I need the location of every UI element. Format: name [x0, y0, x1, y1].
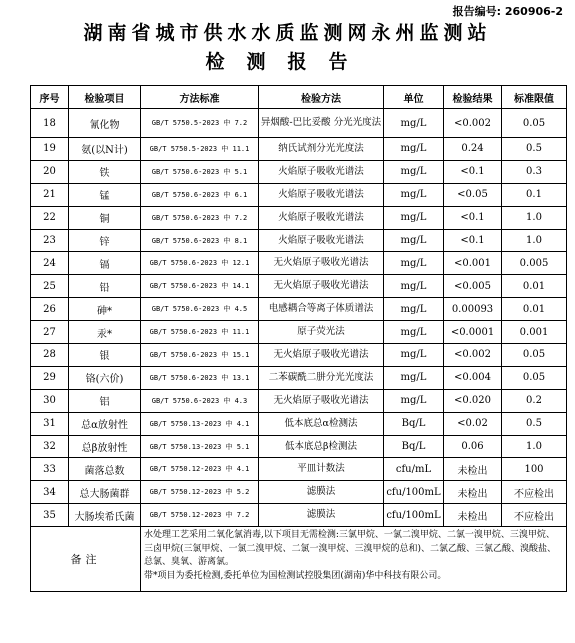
- row-item: 总大肠菌群: [69, 481, 141, 504]
- row-method: 火焰原子吸收光谱法: [259, 206, 384, 229]
- row-standard: GB/T 5750.6-2023 中 11.1: [141, 321, 259, 344]
- row-number: 19: [31, 138, 69, 161]
- row-unit: mg/L: [384, 109, 444, 138]
- row-standard: GB/T 5750.6-2023 中 14.1: [141, 275, 259, 298]
- row-method: 低本底总β检测法: [259, 435, 384, 458]
- table-row: [31, 183, 567, 206]
- row-standard: GB/T 5750.12-2023 中 5.2: [141, 481, 259, 504]
- row-number: 27: [31, 321, 69, 344]
- row-result: 未检出: [444, 504, 502, 527]
- row-standard: GB/T 5750.13-2023 中 5.1: [141, 435, 259, 458]
- row-number: 22: [31, 206, 69, 229]
- row-number: 29: [31, 366, 69, 389]
- row-limit: 0.001: [502, 321, 567, 344]
- row-method: 火焰原子吸收光谱法: [259, 160, 384, 183]
- row-number: 28: [31, 344, 69, 367]
- row-number: 21: [31, 183, 69, 206]
- row-standard: GB/T 5750.12-2023 中 7.2: [141, 504, 259, 527]
- row-unit: mg/L: [384, 321, 444, 344]
- table-row: [31, 298, 567, 321]
- row-item: 氰化物: [69, 109, 141, 138]
- row-number: 35: [31, 504, 69, 527]
- row-number: 24: [31, 252, 69, 275]
- row-unit: mg/L: [384, 275, 444, 298]
- table-row: [31, 138, 567, 161]
- row-item: 汞*: [69, 321, 141, 344]
- row-method: 纳氏试剂分光光度法: [259, 138, 384, 161]
- row-item: 铝: [69, 389, 141, 412]
- row-item: 铁: [69, 160, 141, 183]
- row-limit: 100: [502, 458, 567, 481]
- row-limit: 0.05: [502, 366, 567, 389]
- header-unit: 单位: [384, 86, 444, 109]
- table-row: [31, 481, 567, 504]
- row-standard: GB/T 5750.6-2023 中 8.1: [141, 229, 259, 252]
- report-title: 湖南省城市供水水质监测网永州监测站: [83, 22, 492, 44]
- row-number: 26: [31, 298, 69, 321]
- row-result: 0.24: [444, 138, 502, 161]
- row-result: <0.02: [444, 412, 502, 435]
- row-item: 总α放射性: [69, 412, 141, 435]
- row-standard: GB/T 5750.6-2023 中 6.1: [141, 183, 259, 206]
- row-result: <0.1: [444, 206, 502, 229]
- row-method: 低本底总α检测法: [259, 412, 384, 435]
- row-limit: 不应检出: [502, 481, 567, 504]
- table-row: [31, 344, 567, 367]
- notes-text-2: 带*项目为委托检测,委托单位为国检测试控股集团(湖南)华中科技有限公司。: [144, 570, 447, 581]
- row-result: <0.020: [444, 389, 502, 412]
- row-unit: mg/L: [384, 252, 444, 275]
- row-item: 总β放射性: [69, 435, 141, 458]
- row-number: 33: [31, 458, 69, 481]
- row-limit: 1.0: [502, 435, 567, 458]
- row-unit: mg/L: [384, 183, 444, 206]
- row-standard: GB/T 5750.6-2023 中 12.1: [141, 252, 259, 275]
- row-result: <0.004: [444, 366, 502, 389]
- row-limit: 0.01: [502, 298, 567, 321]
- table-row: [31, 321, 567, 344]
- row-number: 32: [31, 435, 69, 458]
- table-header-row: [31, 86, 567, 109]
- row-number: 31: [31, 412, 69, 435]
- row-unit: mg/L: [384, 206, 444, 229]
- table-row: [31, 389, 567, 412]
- row-limit: 0.5: [502, 138, 567, 161]
- row-result: <0.05: [444, 183, 502, 206]
- row-item: 铬(六价): [69, 366, 141, 389]
- row-result: 0.06: [444, 435, 502, 458]
- row-standard: GB/T 5750.5-2023 中 11.1: [141, 138, 259, 161]
- table-row: [31, 458, 567, 481]
- table-row: [31, 504, 567, 527]
- row-limit: 0.1: [502, 183, 567, 206]
- row-item: 砷*: [69, 298, 141, 321]
- header-result: 检验结果: [444, 86, 502, 109]
- row-item: 锌: [69, 229, 141, 252]
- row-method: 无火焰原子吸收光谱法: [259, 275, 384, 298]
- row-method: 滤膜法: [259, 504, 384, 527]
- header-item: 检验项目: [69, 86, 141, 109]
- row-method: 无火焰原子吸收光谱法: [259, 252, 384, 275]
- row-unit: Bq/L: [384, 412, 444, 435]
- row-method: 电感耦合等离子体质谱法: [259, 298, 384, 321]
- notes-text: [141, 527, 567, 592]
- table-row: [31, 206, 567, 229]
- row-number: 23: [31, 229, 69, 252]
- row-method: 无火焰原子吸收光谱法: [259, 389, 384, 412]
- row-method: 二苯碳酰二肼分光光度法: [259, 366, 384, 389]
- row-result: <0.001: [444, 252, 502, 275]
- row-method: 无火焰原子吸收光谱法: [259, 344, 384, 367]
- table-row: [31, 435, 567, 458]
- row-limit: 0.3: [502, 160, 567, 183]
- row-item: 铜: [69, 206, 141, 229]
- results-table: [30, 85, 567, 592]
- report-subtitle: 检测报告: [205, 51, 370, 73]
- row-standard: GB/T 5750.6-2023 中 7.2: [141, 206, 259, 229]
- row-unit: mg/L: [384, 229, 444, 252]
- row-unit: mg/L: [384, 138, 444, 161]
- row-unit: mg/L: [384, 389, 444, 412]
- row-standard: GB/T 5750.6-2023 中 13.1: [141, 366, 259, 389]
- row-number: 25: [31, 275, 69, 298]
- row-method: 平皿计数法: [259, 458, 384, 481]
- row-limit: 1.0: [502, 229, 567, 252]
- header-method: 检验方法: [259, 86, 384, 109]
- row-result: 0.00093: [444, 298, 502, 321]
- table-row: [31, 229, 567, 252]
- row-item: 铅: [69, 275, 141, 298]
- row-method: 火焰原子吸收光谱法: [259, 183, 384, 206]
- row-method: 滤膜法: [259, 481, 384, 504]
- header-standard: 方法标准: [141, 86, 259, 109]
- row-unit: mg/L: [384, 344, 444, 367]
- row-unit: cfu/mL: [384, 458, 444, 481]
- row-method: 火焰原子吸收光谱法: [259, 229, 384, 252]
- table-row: [31, 252, 567, 275]
- row-number: 30: [31, 389, 69, 412]
- row-result: <0.0001: [444, 321, 502, 344]
- row-limit: 0.005: [502, 252, 567, 275]
- row-result: <0.005: [444, 275, 502, 298]
- row-limit: 0.5: [502, 412, 567, 435]
- row-method: 原子荧光法: [259, 321, 384, 344]
- row-item: 氨(以N计): [69, 138, 141, 161]
- table-row: [31, 412, 567, 435]
- row-result: <0.002: [444, 344, 502, 367]
- notes-label: 备注: [31, 527, 141, 592]
- table-row: [31, 366, 567, 389]
- row-standard: GB/T 5750.12-2023 中 4.1: [141, 458, 259, 481]
- row-number: 34: [31, 481, 69, 504]
- row-limit: 1.0: [502, 206, 567, 229]
- row-item: 锰: [69, 183, 141, 206]
- row-item: 大肠埃希氏菌: [69, 504, 141, 527]
- row-unit: cfu/100mL: [384, 481, 444, 504]
- header-limit: 标准限值: [502, 86, 567, 109]
- row-unit: mg/L: [384, 298, 444, 321]
- row-unit: cfu/100mL: [384, 504, 444, 527]
- row-limit: 0.05: [502, 109, 567, 138]
- row-result: 未检出: [444, 458, 502, 481]
- notes-row: [31, 527, 567, 592]
- row-result: <0.002: [444, 109, 502, 138]
- row-limit: 0.2: [502, 389, 567, 412]
- row-limit: 0.01: [502, 275, 567, 298]
- row-item: 镉: [69, 252, 141, 275]
- row-method: 异烟酸-巴比妥酸 分光光度法: [259, 109, 384, 138]
- row-result: 未检出: [444, 481, 502, 504]
- row-number: 20: [31, 160, 69, 183]
- row-standard: GB/T 5750.6-2023 中 4.5: [141, 298, 259, 321]
- row-standard: GB/T 5750.6-2023 中 4.3: [141, 389, 259, 412]
- table-row: [31, 160, 567, 183]
- row-number: 18: [31, 109, 69, 138]
- row-unit: Bq/L: [384, 435, 444, 458]
- report-number: 报告编号: 260906-2: [452, 5, 563, 18]
- row-standard: GB/T 5750.13-2023 中 4.1: [141, 412, 259, 435]
- row-standard: GB/T 5750.6-2023 中 15.1: [141, 344, 259, 367]
- row-item: 菌落总数: [69, 458, 141, 481]
- row-unit: mg/L: [384, 160, 444, 183]
- header-no: 序号: [31, 86, 69, 109]
- row-standard: GB/T 5750.5-2023 中 7.2: [141, 109, 259, 138]
- row-limit: 不应检出: [502, 504, 567, 527]
- row-item: 银: [69, 344, 141, 367]
- row-standard: GB/T 5750.6-2023 中 5.1: [141, 160, 259, 183]
- table-row: [31, 109, 567, 138]
- notes-text-1: 水处理工艺采用二氧化氯消毒,以下项目无需检测:三氯甲烷、一氯二溴甲烷、二氯一溴甲烷、三溴甲烷、三卤甲烷(三氯甲烷、一氯二溴甲烷、二氯一溴甲烷、三溴甲烷的总和)、二氯乙酸、三氯乙酸、溴酸盐、总氯、臭氧、游离氯。: [144, 530, 557, 568]
- row-result: <0.1: [444, 160, 502, 183]
- row-limit: 0.05: [502, 344, 567, 367]
- row-unit: mg/L: [384, 366, 444, 389]
- row-result: <0.1: [444, 229, 502, 252]
- table-row: [31, 275, 567, 298]
